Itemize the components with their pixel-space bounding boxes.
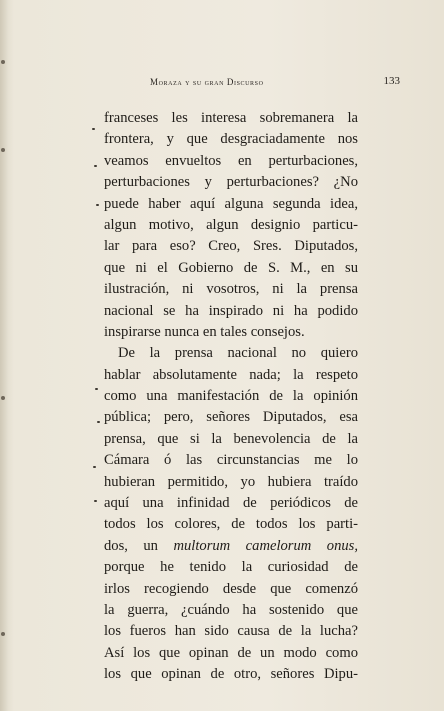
body-text xyxy=(104,108,358,686)
text-line-mixed xyxy=(104,536,358,557)
margin-mark xyxy=(92,128,95,130)
binding-hole xyxy=(1,148,5,152)
margin-mark xyxy=(95,388,98,390)
text-line: frontera, y que desgraciadamente nos xyxy=(104,131,358,148)
text-line: veamos envueltos en perturbaciones, xyxy=(104,152,358,169)
text-segment: dos, un xyxy=(104,537,158,554)
text-line: De la prensa nacional no quiero xyxy=(118,345,358,362)
text-line: pública; pero, señores Diputados, esa xyxy=(104,409,358,426)
text-line: Así los que opinan de un modo como xyxy=(104,644,358,661)
text-line: irlos recogiendo desde que comenzó xyxy=(104,580,358,597)
margin-mark xyxy=(97,421,100,423)
text-line: lar para eso? Creo, Sres. Diputados, xyxy=(104,238,358,255)
text-line: como una manifestación de la opinión xyxy=(104,388,358,405)
text-line: algun motivo, algun designio particu- xyxy=(104,216,358,233)
margin-mark xyxy=(93,466,96,468)
text-line: la guerra, ¿cuándo ha sostenido que xyxy=(104,601,358,618)
text-line: ilustración, ni vosotros, ni la prensa xyxy=(104,281,358,298)
text-line: aquí una infinidad de periódicos de xyxy=(104,495,358,512)
text-line: inspirarse nunca en tales consejos. xyxy=(104,323,305,340)
text-line: perturbaciones y perturbaciones? ¿No xyxy=(104,174,358,191)
binding-hole xyxy=(1,396,5,400)
running-title: Moraza y su gran Discurso xyxy=(150,77,264,87)
text-line: Cámara ó las circunstancias me lo xyxy=(104,452,358,469)
margin-mark xyxy=(96,204,99,206)
text-line: los que opinan de otro, señores Dipu- xyxy=(104,666,358,683)
margin-mark xyxy=(94,165,97,167)
margin-mark xyxy=(94,500,97,502)
text-line: todos los colores, de todos los parti- xyxy=(104,516,358,533)
page-number: 133 xyxy=(383,75,400,87)
text-line: nacional se ha inspirado ni ha podido xyxy=(104,302,358,319)
text-line: hubieran permitido, yo hubiera traído xyxy=(104,473,358,490)
latin-phrase: multorum camelorum onus, xyxy=(173,537,359,554)
text-line: puede haber aquí alguna segunda idea, xyxy=(104,195,358,212)
text-line: prensa, que si la benevolencia de la xyxy=(104,430,358,447)
text-line: que ni el Gobierno de S. M., en su xyxy=(104,259,358,276)
text-line: porque he tenido la curiosidad de xyxy=(104,559,358,576)
text-line: franceses les interesa sobremanera la xyxy=(104,110,358,126)
binding-edge xyxy=(0,0,8,711)
text-line: los fueros han sido causa de la lucha? xyxy=(104,623,358,640)
binding-hole xyxy=(1,60,5,64)
page-header xyxy=(150,75,400,91)
binding-hole xyxy=(1,632,5,636)
text-line: hablar absolutamente nada; la respeto xyxy=(104,366,358,383)
